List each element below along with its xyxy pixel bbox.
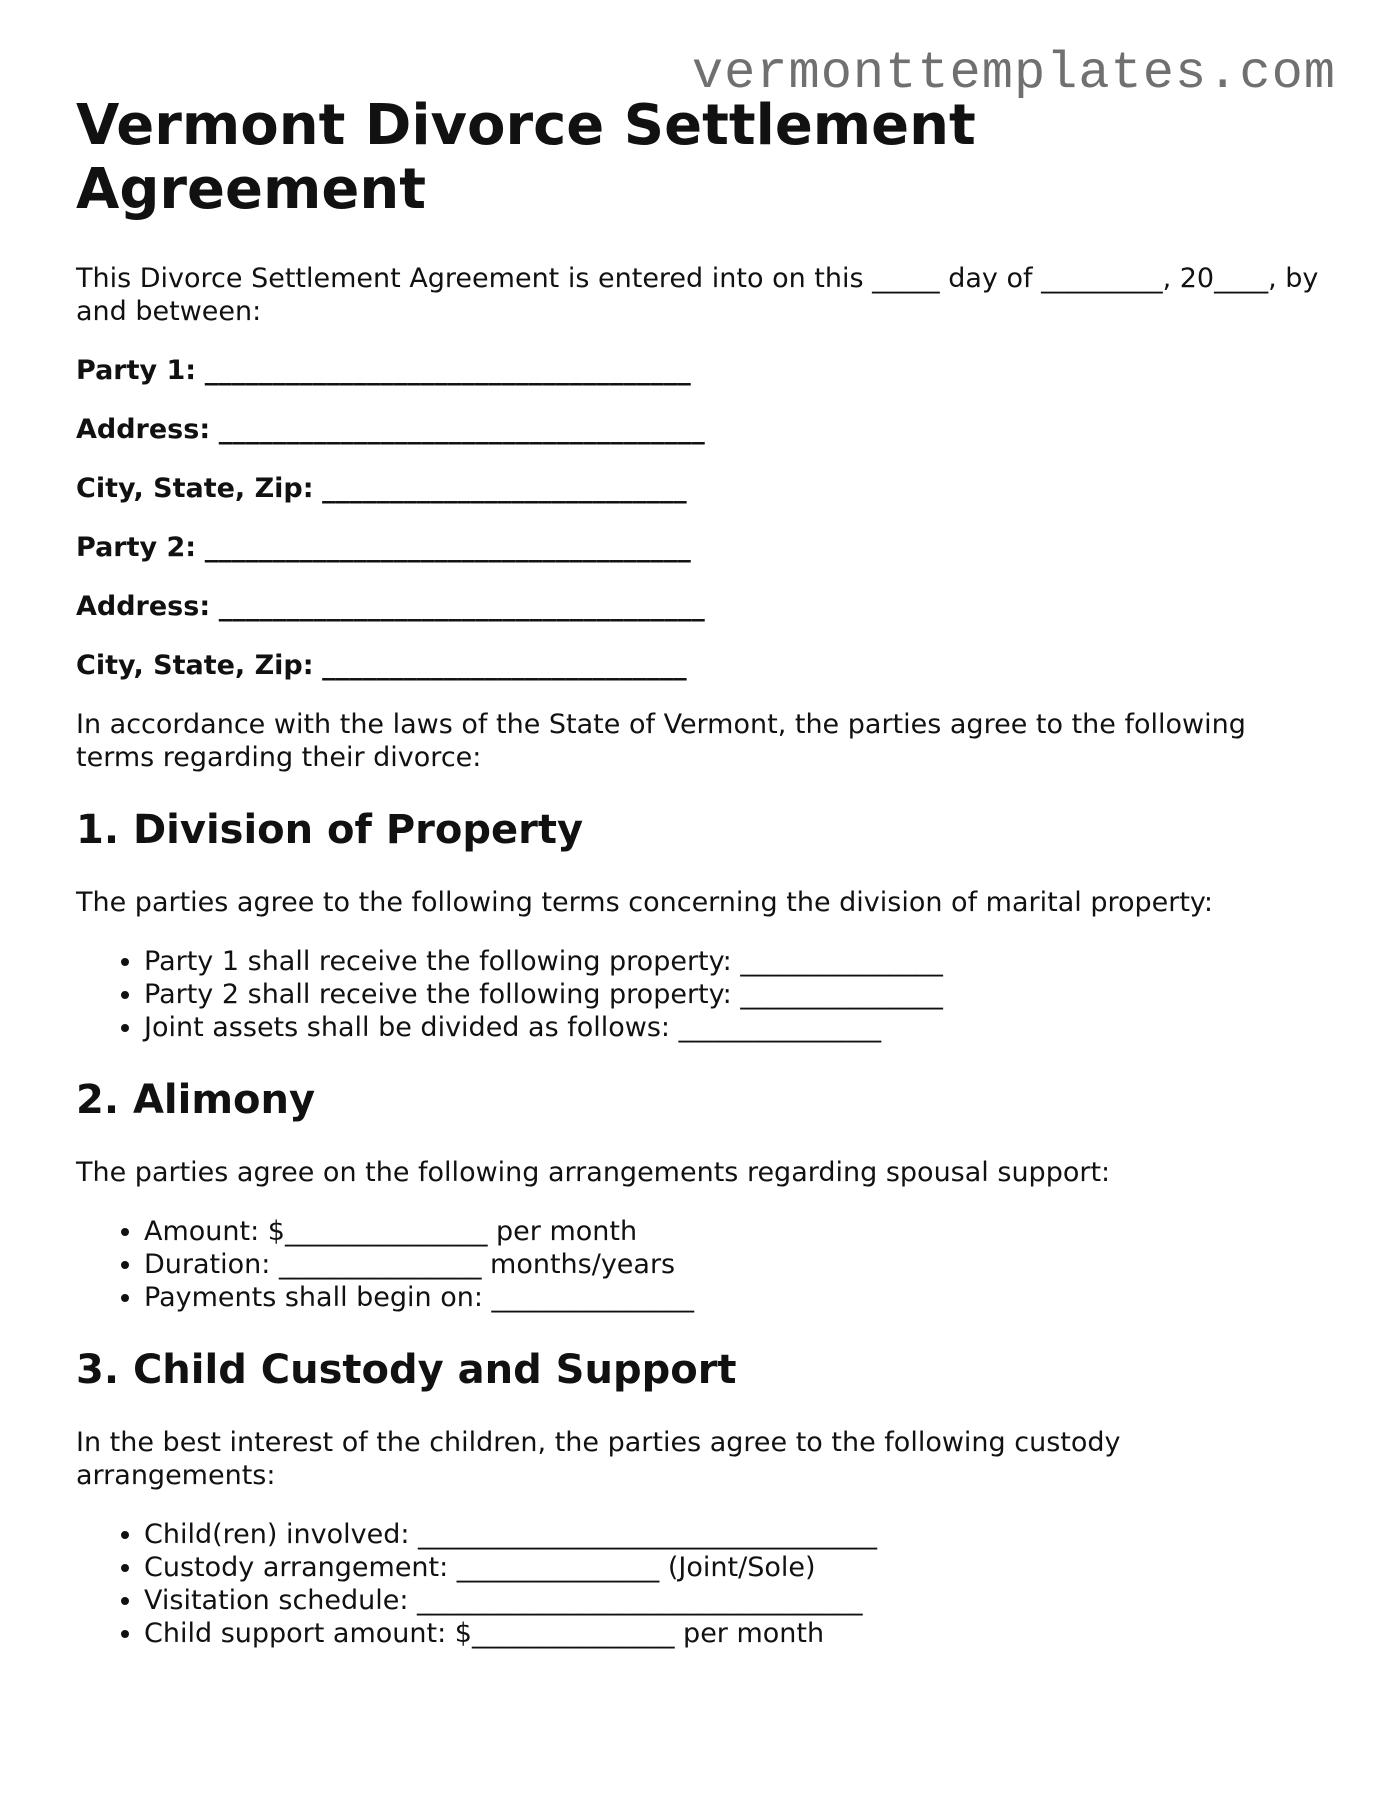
list-item: • Duration: _______________ months/years	[144, 1248, 1326, 1281]
section-intro: The parties agree on the following arrangements regarding spousal support:	[76, 1157, 1111, 1188]
document-page	[76, 94, 1326, 1650]
list-item: • Party 2 shall receive the following property: _______________	[144, 978, 1326, 1011]
fill-in-blank: ____________________________________	[218, 591, 705, 622]
list-item: • Payments shall begin on: _______________	[144, 1281, 1326, 1314]
field-label: Party 2:	[76, 532, 197, 563]
list-item: • Joint assets shall be divided as follows: _______________	[144, 1011, 1326, 1044]
party-1-field	[76, 354, 1326, 387]
fill-in-blank: ____________________________________	[218, 414, 705, 445]
field-label: Address:	[76, 414, 211, 445]
section-heading-division-of-property: 1. Division of Property	[76, 807, 584, 853]
terms-intro-paragraph: In accordance with the laws of the State of Vermont, the parties agree to the following terms regarding their divorce:	[76, 709, 1246, 773]
custody-terms-list	[76, 1518, 1326, 1650]
list-item: • Visitation schedule: _________________________________	[144, 1584, 1326, 1617]
section-intro: In the best interest of the children, the parties agree to the following custody arrangements:	[76, 1427, 1121, 1491]
list-item: • Child support amount: $_______________ per month	[144, 1617, 1326, 1650]
party-2-field	[76, 531, 1326, 564]
list-item: • Child(ren) involved: __________________________________	[144, 1518, 1326, 1551]
list-item: • Party 1 shall receive the following property: _______________	[144, 945, 1326, 978]
list-item: • Amount: $_______________ per month	[144, 1215, 1326, 1248]
alimony-terms-list	[76, 1215, 1326, 1314]
field-label: City, State, Zip:	[76, 473, 314, 504]
party-1-address-field	[76, 413, 1326, 446]
field-label: Party 1:	[76, 355, 197, 386]
list-item: • Custody arrangement: _______________ (Joint/Sole)	[144, 1551, 1326, 1584]
field-label: City, State, Zip:	[76, 650, 314, 681]
field-label: Address:	[76, 591, 211, 622]
section-heading-alimony: 2. Alimony	[76, 1077, 316, 1123]
document-title: Vermont Divorce Settlement Agreement	[76, 93, 976, 222]
section-intro: The parties agree to the following terms concerning the division of marital property:	[76, 887, 1214, 918]
party-2-address-field	[76, 590, 1326, 623]
fill-in-blank: ___________________________	[322, 473, 687, 504]
party-1-city-state-zip-field	[76, 472, 1326, 505]
fill-in-blank: ____________________________________	[204, 355, 691, 386]
section-heading-child-custody: 3. Child Custody and Support	[76, 1347, 737, 1393]
party-2-city-state-zip-field	[76, 649, 1326, 682]
fill-in-blank: ___________________________	[322, 650, 687, 681]
fill-in-blank: ____________________________________	[204, 532, 691, 563]
intro-paragraph: This Divorce Settlement Agreement is entered into on this _____ day of _________, 20____, by and between:	[76, 263, 1319, 327]
site-watermark: vermonttemplates.com	[691, 44, 1336, 103]
property-terms-list	[76, 945, 1326, 1044]
